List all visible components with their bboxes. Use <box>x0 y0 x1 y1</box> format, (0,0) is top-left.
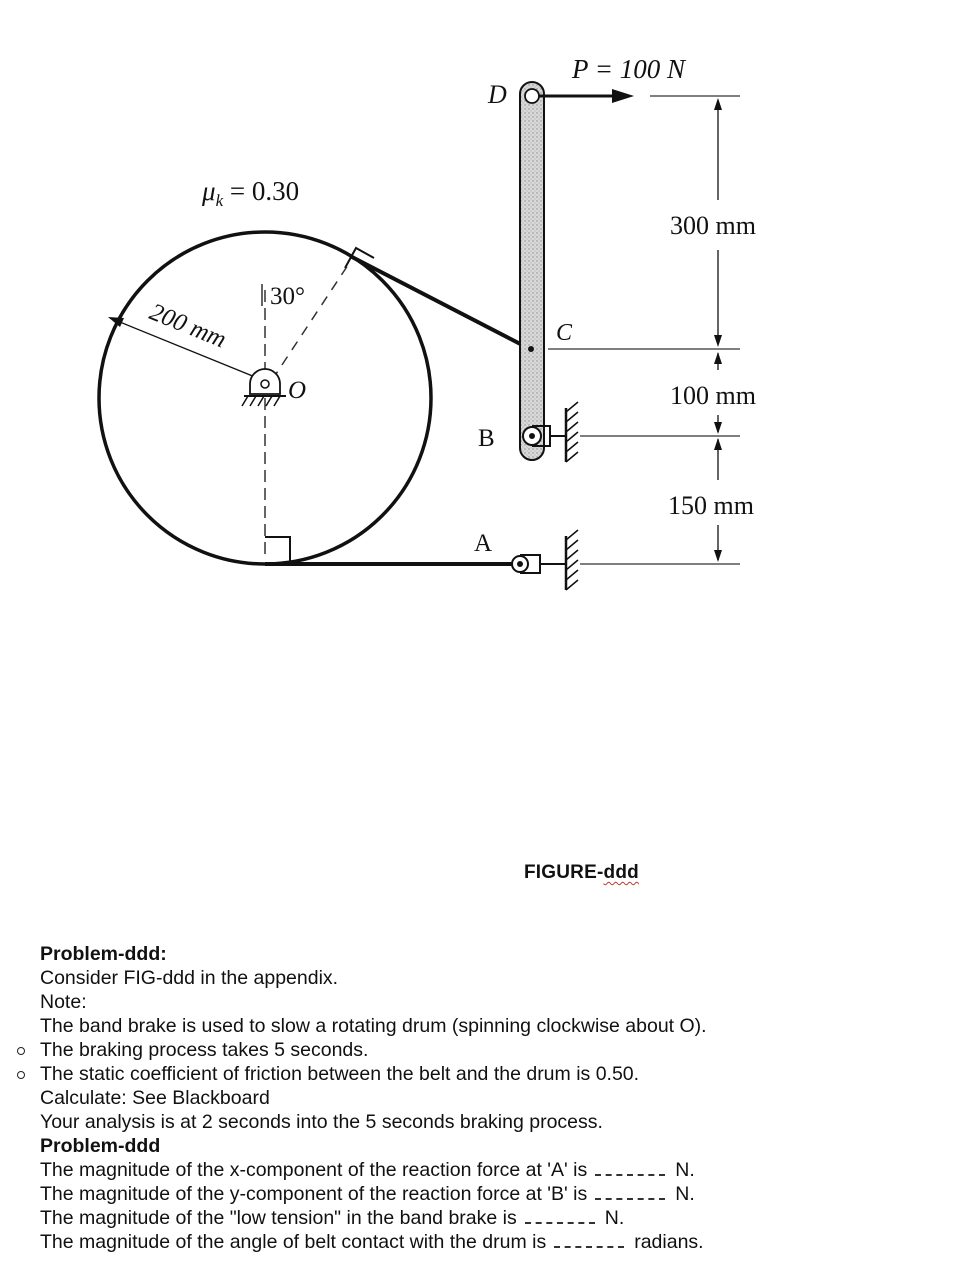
lever-arm <box>520 82 544 460</box>
dim-300-label: 300 mm <box>670 211 756 240</box>
force-P-arrowhead <box>612 89 634 103</box>
problem-heading: Problem-ddd: <box>40 943 167 965</box>
answer-blank-4[interactable] <box>554 1234 624 1248</box>
problem-line-1: Consider FIG-ddd in the appendix. <box>40 967 339 989</box>
problem-bullet-2: The static coefficient of friction between the belt and the drum is 0.50. <box>40 1062 940 1086</box>
angle-line <box>272 262 350 380</box>
answer-blank-1[interactable] <box>595 1162 665 1176</box>
figure-caption: FIGURE-ddd <box>524 862 639 883</box>
problem-text <box>40 942 940 1254</box>
question-4 <box>40 1230 940 1254</box>
force-label: P = 100 N <box>572 54 685 84</box>
question-1-unit: N. <box>675 1159 695 1181</box>
point-B-label: B <box>478 425 495 452</box>
question-4-unit: radians. <box>634 1231 704 1253</box>
dim-100-label: 100 mm <box>670 381 756 410</box>
question-3-text: The magnitude of the "low tension" in the band brake is <box>40 1207 517 1229</box>
belt-upper-segment <box>352 257 530 349</box>
dim-150-label: 150 mm <box>668 491 754 520</box>
pin-A-support <box>512 530 578 590</box>
question-2 <box>40 1182 940 1206</box>
answer-blank-2[interactable] <box>595 1186 665 1200</box>
problem-heading-2: Problem-ddd <box>40 1135 161 1157</box>
radius-label: 200 mm <box>145 298 230 354</box>
mu-label: $\mu_k = 0.30$ <box>202 176 300 210</box>
right-angle-marker-lower <box>265 537 290 564</box>
answer-blank-3[interactable] <box>525 1210 595 1224</box>
question-3-unit: N. <box>604 1207 625 1229</box>
point-A-label: A <box>474 530 493 557</box>
angle-label: 30° <box>270 283 305 310</box>
question-2-unit: N. <box>675 1183 695 1205</box>
problem-note-label: Note: <box>40 991 87 1013</box>
problem-line-3: The band brake is used to slow a rotating drum (spinning clockwise about O). <box>40 1015 707 1037</box>
question-1 <box>40 1158 940 1182</box>
question-4-text: The magnitude of the angle of belt contact with the drum is <box>40 1231 547 1253</box>
pin-D <box>525 89 539 103</box>
pin-C <box>528 346 534 352</box>
question-3 <box>40 1206 940 1230</box>
point-D-label: D <box>488 80 507 109</box>
problem-line-5: Your analysis is at 2 seconds into the 5 seconds braking process. <box>40 1111 603 1133</box>
point-O-label: O <box>288 377 307 404</box>
problem-line-4: Calculate: See Blackboard <box>40 1087 270 1109</box>
problem-bullet-1: The braking process takes 5 seconds. <box>40 1038 940 1062</box>
question-2-text: The magnitude of the y-component of the reaction force at 'B' is <box>40 1183 588 1205</box>
question-1-text: The magnitude of the x-component of the reaction force at 'A' is <box>40 1159 588 1181</box>
point-C-label: C <box>556 320 573 346</box>
